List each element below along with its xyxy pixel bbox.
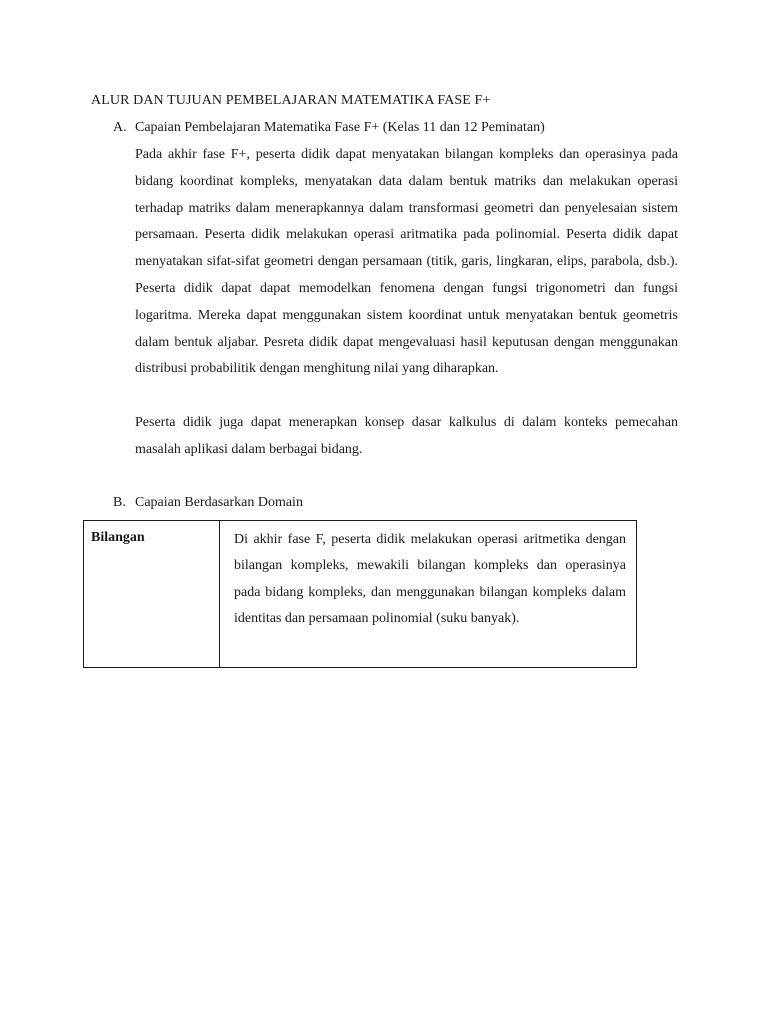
section-a-paragraph-2: Peserta didik juga dapat menerapkan konsep dasar kalkulus di dalam konteks pemecahan masalah aplikasi dalam berbagai bidang. [135, 415, 678, 457]
section-a-title: Capaian Pembelajaran Matematika Fase F+ (Kelas 11 dan 12 Peminatan) [135, 120, 545, 135]
domain-label: Bilangan [91, 530, 145, 545]
table-row [84, 521, 637, 668]
domain-description: Di akhir fase F, peserta didik melakukan operasi aritmetika dengan bilangan kompleks, mewakili bilangan kompleks dan operasinya pada bidang kompleks, dan menggunakan bilangan kompleks dalam identitas dan persamaan polinomial (suku banyak). [234, 532, 626, 626]
section-b-marker: B. [113, 495, 126, 510]
domain-table [83, 520, 637, 668]
section-a-paragraph-1: Pada akhir fase F+, peserta didik dapat menyatakan bilangan kompleks dan operasinya pada bidang koordinat kompleks, menyatakan data dalam bentuk matriks dan melakukan operasi terhadap matriks dalam menerapkannya dalam transformasi geometri dan penyelesaian sistem persamaan. Peserta didik melakukan operasi aritmatika pada polinomial. Peserta didik dapat menyatakan sifat-sifat geometri dengan persamaan (titik, garis, lingkaran, elips, parabola, dsb.). Peserta didik dapat dapat memodelkan fenomena dengan fungsi trigonometri dan fungsi logaritma. Mereka dapat menggunakan sistem koordinat untuk menyatakan bentuk geometris dalam bentuk aljabar. Pesreta didik dapat mengevaluasi hasil keputusan dengan menggunakan distribusi probabilitik dengan menghitung nilai yang diharapkan. [135, 147, 678, 377]
section-b-title: Capaian Berdasarkan Domain [135, 495, 303, 510]
document-title: ALUR DAN TUJUAN PEMBELAJARAN MATEMATIKA FASE F+ [91, 93, 491, 108]
domain-label-cell [84, 521, 220, 668]
domain-description-cell [220, 521, 637, 668]
section-a-marker: A. [113, 120, 127, 135]
